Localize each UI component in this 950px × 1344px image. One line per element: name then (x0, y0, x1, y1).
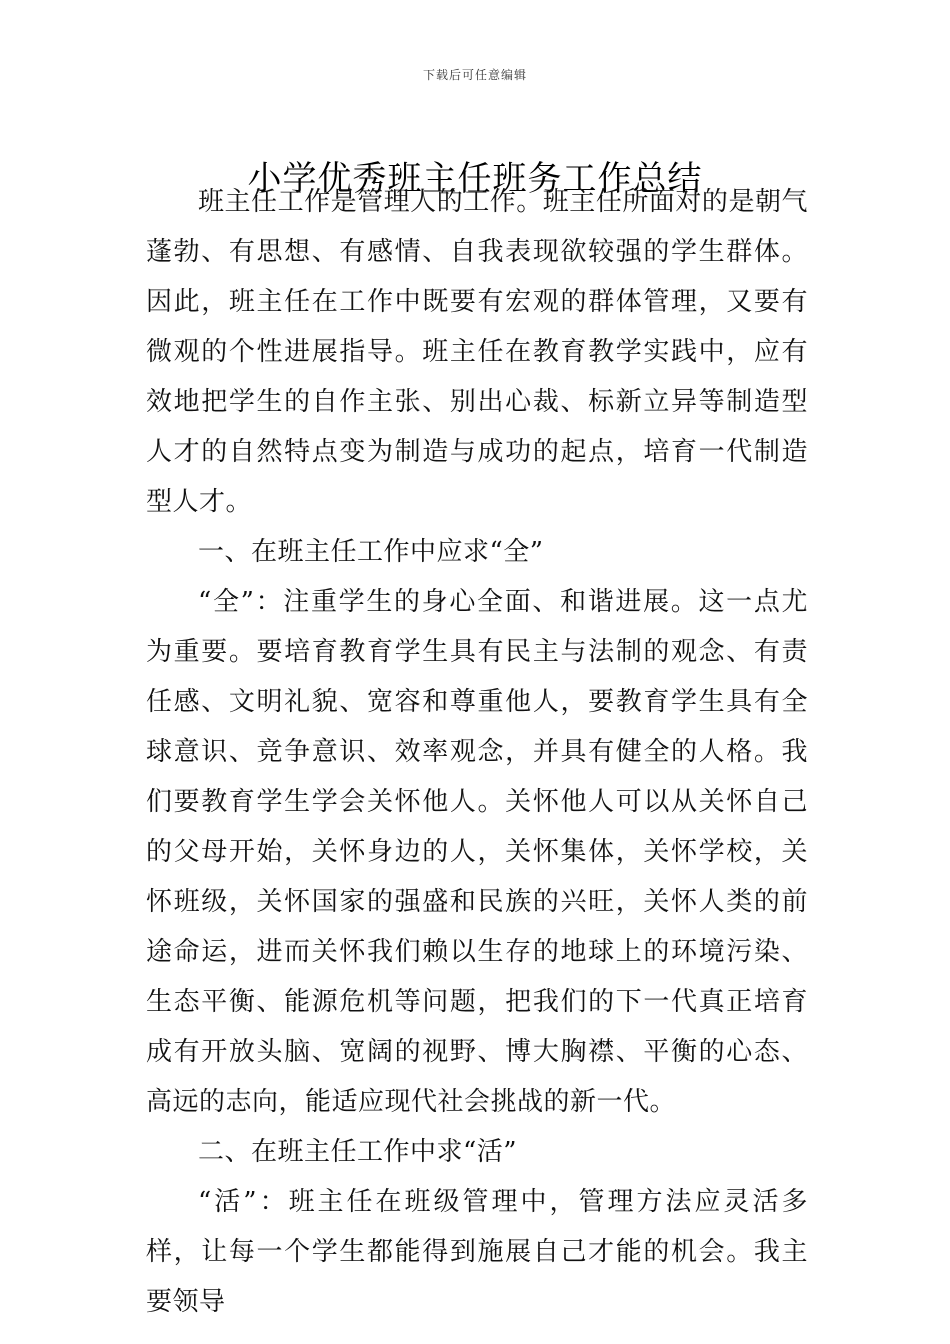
paragraph-section-2: “活”：班主任在班级管理中，管理方法应灵活多样，让每一个学生都能得到施展自己才能的机会。我主要领导 (146, 1187, 808, 1317)
section-heading-1: 一、在班主任工作中应求“全” (198, 537, 544, 567)
document-title: 小学优秀班主任班务工作总结 (247, 158, 703, 199)
paragraph-intro: 班主任工作是管理人的工作。班主任所面对的是朝气蓬勃、有思想、有感情、自我表现欲较强的学生群体。因此，班主任在工作中既要有宏观的群体管理，又要有微观的个性进展指导。班主任在教育教学实践中，应有效地把学生的自作主张、别出心裁、标新立异等制造型人才的自然特点变为制造与成功的起点，培育一代制造型人才。 (146, 187, 808, 517)
document-body (146, 177, 808, 1327)
section-heading-2: 二、在班主任工作中求“活” (198, 1137, 518, 1167)
header-note: 下载后可任意编辑 (422, 68, 527, 82)
paragraph-section-1: “全”：注重学生的身心全面、和谐进展。这一点尤为重要。要培育教育学生具有民主与法制的观念、有责任感、文明礼貌、宽容和尊重他人，要教育学生具有全球意识、竞争意识、效率观念，并具有健全的人格。我们要教育学生学会关怀他人。关怀他人可以从关怀自己的父母开始，关怀身边的人，关怀集体，关怀学校，关怀班级，关怀国家的强盛和民族的兴旺，关怀人类的前途命运，进而关怀我们赖以生存的地球上的环境污染、生态平衡、能源危机等问题，把我们的下一代真正培育成有开放头脑、宽阔的视野、博大胸襟、平衡的心态、高远的志向，能适应现代社会挑战的新一代。 (146, 587, 808, 1117)
